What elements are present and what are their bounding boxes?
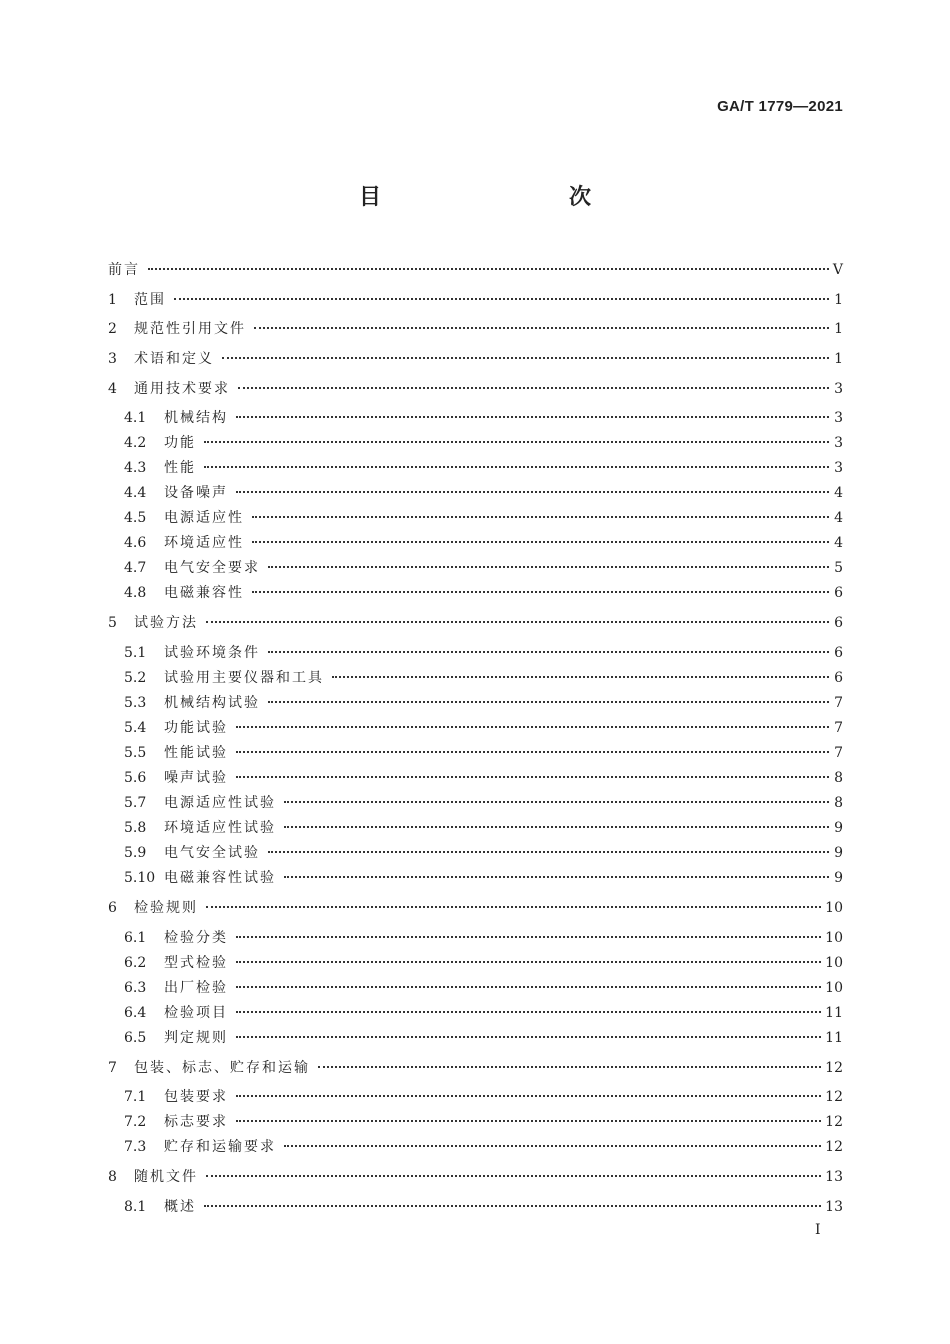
toc-entry-page: 6 xyxy=(834,585,843,601)
toc-entry[interactable] xyxy=(124,508,843,528)
toc-entry-label: 规范性引用文件 xyxy=(134,321,246,337)
toc-entry[interactable] xyxy=(124,1087,843,1107)
toc-title: 目 次 xyxy=(358,184,639,210)
toc-entry-label: 试验环境条件 xyxy=(164,645,260,661)
toc-entry-number: 8.1 xyxy=(124,1199,147,1215)
page-folio: I xyxy=(815,1222,821,1238)
toc-entry-label: 功能试验 xyxy=(164,720,228,736)
toc-entry-number: 5 xyxy=(108,615,117,631)
toc-entry-page: 9 xyxy=(834,845,843,861)
dot-leader xyxy=(284,1145,821,1147)
toc-entry-number: 4.3 xyxy=(124,460,147,476)
toc-entry-label: 包装要求 xyxy=(164,1089,228,1105)
toc-entry[interactable] xyxy=(124,583,843,603)
toc-entry-label: 术语和定义 xyxy=(134,351,214,367)
toc-entry[interactable] xyxy=(124,558,843,578)
toc-entry-page: 4 xyxy=(834,485,843,501)
toc-entry[interactable] xyxy=(108,1058,843,1078)
toc-entry-label: 标志要求 xyxy=(164,1114,228,1130)
toc-entry-label: 功能 xyxy=(164,435,196,451)
toc-entry[interactable] xyxy=(124,643,843,663)
toc-entry-page: 3 xyxy=(834,381,843,397)
toc-entry-number: 5.9 xyxy=(124,845,147,861)
dot-leader xyxy=(206,906,821,908)
toc-entry-label: 包装、标志、贮存和运输 xyxy=(134,1060,310,1076)
toc-entry-label: 型式检验 xyxy=(164,955,228,971)
dot-leader xyxy=(268,851,829,853)
toc-entry-number: 5.3 xyxy=(124,695,147,711)
toc-entry[interactable] xyxy=(124,693,843,713)
toc-entry[interactable] xyxy=(124,668,843,688)
toc-entry[interactable] xyxy=(108,1167,843,1187)
toc-entry-number: 5.7 xyxy=(124,795,147,811)
toc-entry-number: 4.8 xyxy=(124,585,147,601)
toc-entry-number: 5.8 xyxy=(124,820,147,836)
toc-entry-label: 试验用主要仪器和工具 xyxy=(164,670,324,686)
toc-entry-label: 通用技术要求 xyxy=(134,381,230,397)
dot-leader xyxy=(268,651,829,653)
toc-entry-page: 10 xyxy=(825,955,843,971)
toc-entry-label: 贮存和运输要求 xyxy=(164,1139,276,1155)
dot-leader xyxy=(206,621,829,623)
toc-entry[interactable] xyxy=(108,613,843,633)
dot-leader xyxy=(284,826,829,828)
toc-entry[interactable] xyxy=(108,349,843,369)
dot-leader xyxy=(236,1011,821,1013)
toc-entry-page: 9 xyxy=(834,820,843,836)
toc-entry-label: 检验项目 xyxy=(164,1005,228,1021)
toc-entry-number: 2 xyxy=(108,321,117,337)
standard-code: GA/T 1779—2021 xyxy=(717,98,843,115)
toc-entry-page: 12 xyxy=(825,1060,843,1076)
toc-entry-label: 检验规则 xyxy=(134,900,198,916)
toc-entry-page: 10 xyxy=(825,900,843,916)
dot-leader xyxy=(236,1095,821,1097)
toc-entry-number: 7.2 xyxy=(124,1114,147,1130)
dot-leader xyxy=(236,936,821,938)
toc-entry[interactable] xyxy=(124,1003,843,1023)
toc-entry-page: 4 xyxy=(834,535,843,551)
dot-leader xyxy=(268,701,829,703)
toc-entry-page: 9 xyxy=(834,870,843,886)
toc-entry-number: 4.5 xyxy=(124,510,147,526)
toc-entry[interactable] xyxy=(124,1028,843,1048)
toc-entry-page: 3 xyxy=(834,460,843,476)
toc-entry-page: 1 xyxy=(834,351,843,367)
toc-entry[interactable] xyxy=(124,1137,843,1157)
toc-entry-label: 机械结构试验 xyxy=(164,695,260,711)
toc-entry[interactable] xyxy=(108,260,843,280)
toc-entry-label: 前言 xyxy=(108,262,140,278)
toc-entry-label: 性能试验 xyxy=(164,745,228,761)
dot-leader xyxy=(284,876,829,878)
toc-entry-page: 8 xyxy=(834,795,843,811)
toc-entry-number: 6.5 xyxy=(124,1030,147,1046)
toc-entry[interactable] xyxy=(124,793,843,813)
dot-leader xyxy=(254,327,829,329)
toc-entry-label: 电气安全要求 xyxy=(164,560,260,576)
dot-leader xyxy=(236,416,829,418)
toc-entry-page: 6 xyxy=(834,645,843,661)
toc-entry[interactable] xyxy=(124,1112,843,1132)
toc-entry-label: 出厂检验 xyxy=(164,980,228,996)
toc-entry-page: 1 xyxy=(834,321,843,337)
toc-entry-page: 10 xyxy=(825,980,843,996)
dot-leader xyxy=(236,751,829,753)
dot-leader xyxy=(252,516,829,518)
toc-entry-label: 检验分类 xyxy=(164,930,228,946)
dot-leader xyxy=(236,776,829,778)
toc-entry-number: 6.1 xyxy=(124,930,147,946)
toc-entry-page: 13 xyxy=(825,1169,843,1185)
toc-entry-page: 7 xyxy=(834,695,843,711)
toc-entry-page: 4 xyxy=(834,510,843,526)
toc-entry[interactable] xyxy=(124,433,843,453)
toc-entry-label: 电磁兼容性 xyxy=(164,585,244,601)
dot-leader xyxy=(236,961,821,963)
toc-entry[interactable] xyxy=(124,483,843,503)
dot-leader xyxy=(236,1120,821,1122)
toc-entry-number: 4 xyxy=(108,381,117,397)
toc-entry[interactable] xyxy=(108,319,843,339)
toc-entry-page: 5 xyxy=(834,560,843,576)
dot-leader xyxy=(252,591,829,593)
dot-leader xyxy=(236,986,821,988)
toc-entry-page: 3 xyxy=(834,410,843,426)
toc-entry-page: 13 xyxy=(825,1199,843,1215)
dot-leader xyxy=(174,298,829,300)
dot-leader xyxy=(318,1066,821,1068)
toc-entry[interactable] xyxy=(108,898,843,918)
toc-entry-label: 性能 xyxy=(164,460,196,476)
toc-entry[interactable] xyxy=(124,818,843,838)
toc-entry[interactable] xyxy=(124,458,843,478)
toc-entry-page: 10 xyxy=(825,930,843,946)
toc-entry[interactable] xyxy=(124,743,843,763)
toc-entry-label: 判定规则 xyxy=(164,1030,228,1046)
toc-entry-number: 5.10 xyxy=(124,870,156,886)
toc-entry-number: 6 xyxy=(108,900,117,916)
toc-entry-label: 电源适应性 xyxy=(164,510,244,526)
toc-entry-label: 环境适应性试验 xyxy=(164,820,276,836)
toc-entry-number: 5.4 xyxy=(124,720,147,736)
toc-entry-number: 8 xyxy=(108,1169,117,1185)
toc-entry-number: 3 xyxy=(108,351,117,367)
toc-entry-label: 设备噪声 xyxy=(164,485,228,501)
toc-entry-number: 6.3 xyxy=(124,980,147,996)
dot-leader xyxy=(284,801,829,803)
toc-entry-label: 机械结构 xyxy=(164,410,228,426)
toc-entry-label: 电磁兼容性试验 xyxy=(164,870,276,886)
toc-entry-number: 5.6 xyxy=(124,770,147,786)
toc-entry-page: 6 xyxy=(834,615,843,631)
toc-entry[interactable] xyxy=(108,290,843,310)
toc-entry-label: 随机文件 xyxy=(134,1169,198,1185)
toc-entry-page: 7 xyxy=(834,720,843,736)
toc-entry[interactable] xyxy=(124,978,843,998)
dot-leader xyxy=(236,1036,821,1038)
toc-entry[interactable] xyxy=(124,843,843,863)
toc-entry-number: 5.1 xyxy=(124,645,147,661)
dot-leader xyxy=(252,541,829,543)
toc-entry-label: 噪声试验 xyxy=(164,770,228,786)
toc-entry-label: 环境适应性 xyxy=(164,535,244,551)
toc-entry-page: 12 xyxy=(825,1089,843,1105)
dot-leader xyxy=(206,1175,821,1177)
toc-entry[interactable] xyxy=(124,868,843,888)
toc-entry-number: 7 xyxy=(108,1060,117,1076)
toc-entry-number: 7.1 xyxy=(124,1089,147,1105)
toc-entry-page: 1 xyxy=(834,292,843,308)
dot-leader xyxy=(238,387,829,389)
toc-entry[interactable] xyxy=(124,408,843,428)
toc-entry[interactable] xyxy=(124,953,843,973)
toc-entry-number: 4.1 xyxy=(124,410,147,426)
toc-entry[interactable] xyxy=(124,768,843,788)
toc-entry-number: 6.2 xyxy=(124,955,147,971)
dot-leader xyxy=(236,491,829,493)
dot-leader xyxy=(204,466,829,468)
toc-entry[interactable] xyxy=(108,379,843,399)
toc-entry-number: 5.5 xyxy=(124,745,147,761)
dot-leader xyxy=(236,726,829,728)
toc-entry-page: V xyxy=(832,262,843,278)
toc-entry-page: 12 xyxy=(825,1114,843,1130)
toc-entry-number: 4.4 xyxy=(124,485,147,501)
toc-entry-page: 8 xyxy=(834,770,843,786)
toc-entry-label: 概述 xyxy=(164,1199,196,1215)
toc-entry-number: 5.2 xyxy=(124,670,147,686)
toc-entry-label: 电气安全试验 xyxy=(164,845,260,861)
dot-leader xyxy=(332,676,829,678)
toc-entry-number: 4.6 xyxy=(124,535,147,551)
toc-entry-number: 1 xyxy=(108,292,117,308)
toc-entry-number: 7.3 xyxy=(124,1139,147,1155)
toc-entry[interactable] xyxy=(124,1197,843,1217)
toc-entry-page: 11 xyxy=(825,1005,843,1021)
toc-entry-page: 12 xyxy=(825,1139,843,1155)
toc-entry-label: 试验方法 xyxy=(134,615,198,631)
dot-leader xyxy=(148,268,829,270)
toc-entry-page: 7 xyxy=(834,745,843,761)
toc-entry-number: 4.7 xyxy=(124,560,147,576)
toc-entry-number: 4.2 xyxy=(124,435,147,451)
toc-entry-label: 范围 xyxy=(134,292,166,308)
dot-leader xyxy=(204,1205,821,1207)
dot-leader xyxy=(204,441,829,443)
toc-entry[interactable] xyxy=(124,718,843,738)
toc-entry-page: 11 xyxy=(825,1030,843,1046)
dot-leader xyxy=(222,357,829,359)
toc-entry-label: 电源适应性试验 xyxy=(164,795,276,811)
toc-entry-page: 6 xyxy=(834,670,843,686)
toc-entry[interactable] xyxy=(124,928,843,948)
toc-entry[interactable] xyxy=(124,533,843,553)
toc-entry-number: 6.4 xyxy=(124,1005,147,1021)
toc-entry-page: 3 xyxy=(834,435,843,451)
dot-leader xyxy=(268,566,829,568)
